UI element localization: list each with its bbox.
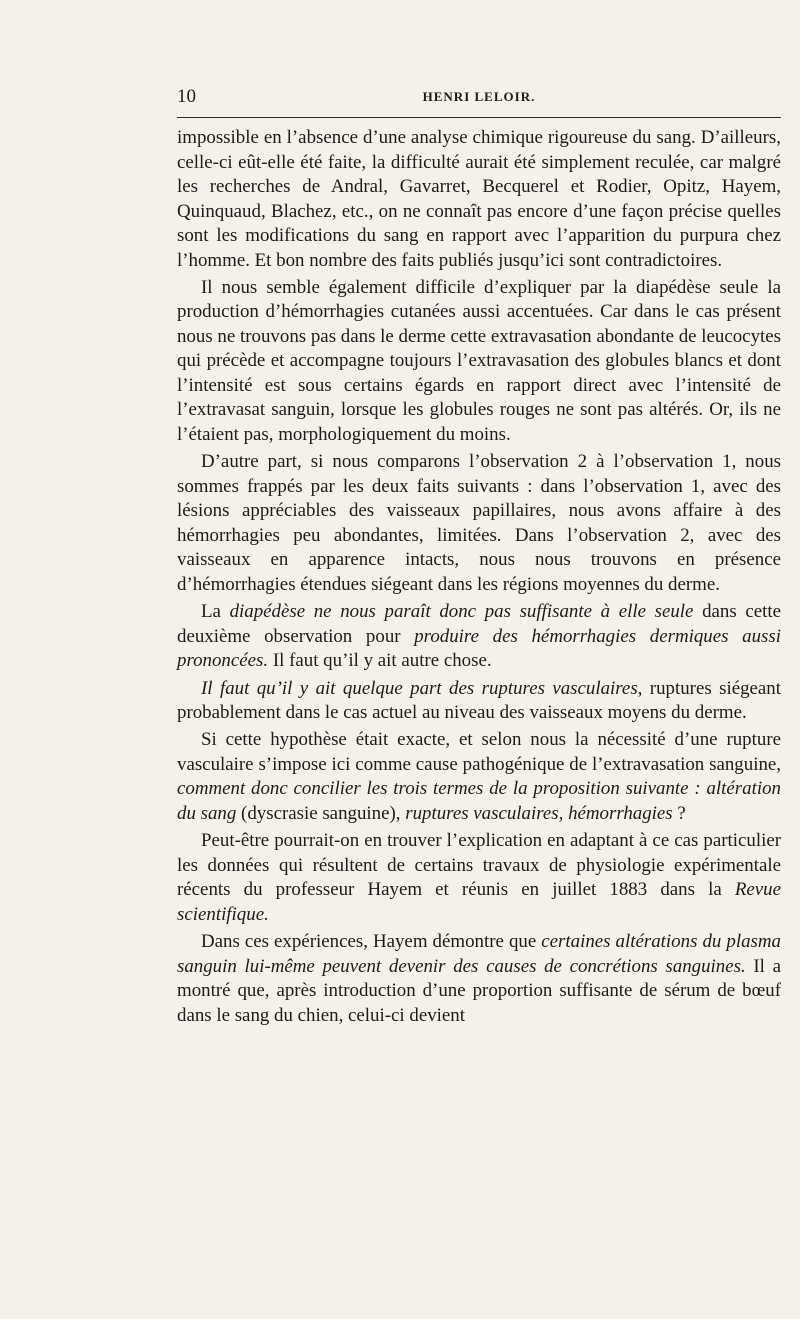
text-run: ?: [672, 802, 686, 824]
text-run: ruptures siégeant probablement dans le cas actuel au niveau des vaisseaux moyens du derme.: [177, 677, 781, 724]
page-number: 10: [177, 86, 196, 107]
italic-text: Il faut qu’il y ait quelque part des ruptures vasculaires,: [201, 677, 643, 699]
header-rule: [177, 117, 781, 118]
paragraph: [177, 829, 781, 927]
paragraph: [177, 126, 781, 273]
text-run: dans cette deuxième observation pour: [177, 601, 781, 647]
text-run: D’autre part, si nous comparons l’observation 2 à l’observation 1, nous sommes frappés par les deux faits suivants : dans l’observation 1, avec des lésions appréciables des vaisseaux papillaires, nous avons affaire à des hémorrhagies peu abondantes, limitées. Dans l’observation 2, avec des vaisseaux en apparence intacts, nous nous trouvons en présence d’hémorrhagies étendues siégeant dans les régions moyennes du derme.: [177, 451, 781, 595]
paragraph: [177, 728, 781, 826]
italic-text: produire des hémorrhagies dermiques aussi prononcées.: [177, 625, 781, 672]
paragraph: [177, 450, 781, 597]
paragraph: [177, 677, 781, 726]
italic-text: diapédèse ne nous paraît donc pas suffisante à elle seule: [229, 601, 694, 623]
body-text: [177, 126, 781, 1031]
text-run: Il faut qu’il y ait autre chose.: [268, 650, 492, 672]
italic-text: Revue scientifique.: [177, 879, 781, 925]
text-run: Il nous semble également difficile d’expliquer par la diapédèse seule la production d’hémorrhagies cutanées aussi accentuées. Car dans le cas présent nous ne trouvons pas dans le derme cette extravasation abondante de leucocytes qui précède et accompagne toujours l’extravasation des globules blancs et dont l’intensité est sous certains égards en rapport direct avec l’intensité de l’extravasat sanguin, lorsque les globules rouges ne sont pas altérés. Or, ils ne l’étaient pas, morphologiquement du moins.: [177, 276, 781, 445]
text-run: impossible en l’absence d’une analyse chimique rigoureuse du sang. D’ailleurs, celle-ci eût-elle été faite, la difficulté aurait été simplement reculée, car malgré les recherches de Andral, Gavarret, Becquerel et Rodier, Opitz, Hayem, Quinquaud, Blachez, etc., on ne connaît pas encore d’une façon précise quelles sont les modifications du sang en rapport avec l’apparition du purpura chez l’homme. Et bon nombre des faits publiés jusqu’ici sont contradictoires.: [177, 127, 781, 271]
text-run: La: [201, 601, 230, 623]
italic-text: certaines altérations du plasma sanguin lui-même peuvent devenir des causes de concrétions sanguines.: [177, 931, 781, 977]
text-run: (dyscrasie sanguine),: [236, 802, 406, 824]
italic-text: comment donc concilier les trois termes de la proposition suivante : altération du sang: [177, 778, 781, 824]
paragraph: [177, 600, 781, 674]
italic-text: ruptures vasculaires, hémorrhagies: [405, 802, 673, 824]
text-run: Il a montré que, après introduction d’une proportion suffisante de sérum de bœuf dans le sang du chien, celui-ci devient: [177, 955, 781, 1026]
text-run: Peut-être pourrait-on en trouver l’explication en adaptant à ce cas particulier les données qui résultent de certains travaux de physiologie expérimentale récents du professeur Hayem et réunis en juillet 1883 dans la: [177, 830, 781, 901]
paragraph: [177, 276, 781, 448]
page-header: [177, 86, 781, 112]
running-head: HENRI LELOIR.: [422, 89, 536, 104]
text-run: Dans ces expériences, Hayem démontre que: [201, 931, 542, 953]
text-run: Si cette hypothèse était exacte, et selon nous la nécessité d’une rupture vasculaire s’impose ici comme cause pathogénique de l’extravasation sanguine,: [177, 729, 781, 775]
paragraph: [177, 930, 781, 1028]
